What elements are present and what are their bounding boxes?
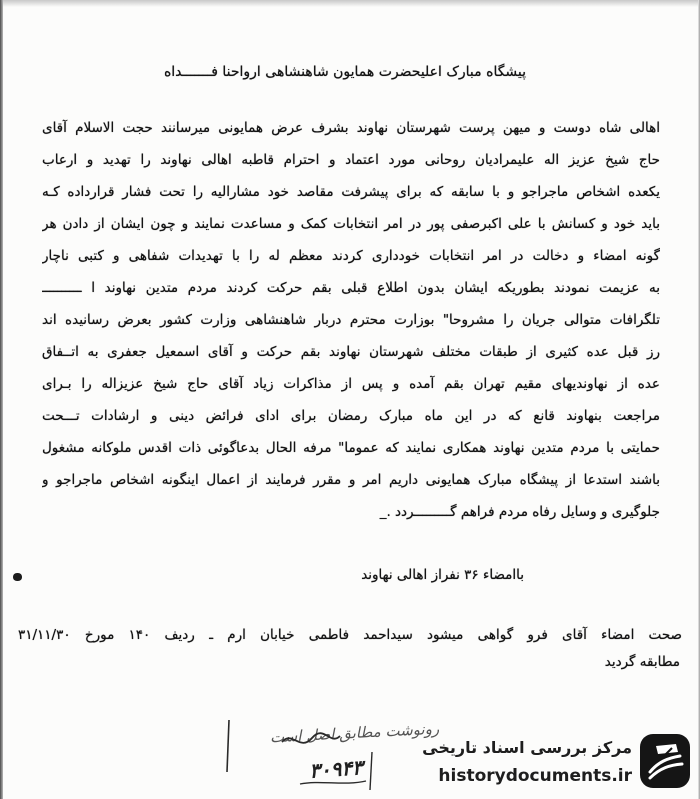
body-line: تلگرافات متوالی جریان را مشروحا" بوزارت محترم دربار شاهنشاهی وزارت کشور بعرض رسانیده اند bbox=[42, 312, 660, 328]
body-line: حمایتی با مردم متدین نهاوند همکاری نمایند که عموما" مرفه الحال بدعاگوئی ذات اقدس ملوکانه مشغول bbox=[42, 440, 660, 456]
signature-count-note: باامضاء ۳۶ نفراز اهالی نهاوند bbox=[361, 567, 524, 583]
body-line: به عزیمت نمودند بطوریکه ایشان بدون اطلاع قبلی بقم حرکت کردند مردم متدین نهاوند ا ــــــــــ bbox=[42, 280, 660, 296]
body-line: باشند استدعا از پیشگاه مبارک همایونی داریم امر و مقرر فرمایند از اعمال اینگونه اشخاص ماجراجو و bbox=[42, 472, 660, 488]
body-line: حاج شیخ عزیز اله علیمرادیان روحانی مورد اعتماد و احترام قاطبه اهالی نهاوند را تهدید و ارعاب bbox=[42, 152, 660, 168]
body-line-last: جلوگیری و وسایل رفاه مردم فراهم گـــــــــردد ._ bbox=[379, 504, 660, 520]
body-line: مراجعت بنهاوند قانع که در این ماه مبارک رمضان برای ادای فرائض دینی و ارشادات تـــحت bbox=[42, 408, 660, 424]
body-line: باید خود و کسانش با علی اکبرصفی پور در امر انتخابات کمک و مساعدت نمایند و چون ایشان از دادن هر bbox=[42, 216, 660, 232]
certification-verified-note: مطابقه گردید bbox=[604, 654, 680, 670]
copy-certification-stamp: رونوشت مطابق اصل است bbox=[269, 719, 440, 747]
body-line: اهالی شاه دوست و میهن پرست شهرستان نهاوند بشرف عرض همایونی میرسانند حجت الاسلام آقای bbox=[42, 120, 660, 136]
body-line: گونه امضاء و دخالت در امر انتخابات خودداری کردند معظم له را با تهدیدات شفاهی و کتبی ناچار bbox=[42, 248, 660, 264]
handwritten-reference-number: ۳۰۹۴۳ bbox=[308, 755, 364, 783]
document-title: پیشگاه مبارک اعلیحضرت همایون شاهنشاهی ارواحنا فـــــــداه bbox=[163, 64, 527, 80]
watermark-website: historydocuments.ir bbox=[438, 766, 632, 786]
body-line: رز قبل عده کثیری از طبقات مختلف شهرستان نهاوند بقم حرکت و آقای اسمعیل جعفری به اتــفاق bbox=[42, 344, 660, 360]
body-line: یکعده اشخاص ماجراجو و با سابقه که برای پیشرفت مقاصد خود مشارالیه را تحت فشار قرارداده کـه bbox=[42, 184, 660, 200]
body-line: عده از نهاوندیهای مقیم تهران بقم آمده و پس از مذاکرات زیاد آقای حاج شیخ عزیزاله را بـرای bbox=[42, 376, 660, 392]
signature-certification-line: صحت امضاء آقای فرو گواهی میشود سیداحمد فاطمی خیابان ارم ـ ردیف ۱۴۰ مورخ ۳۱/۱۱/۳۰ bbox=[18, 627, 682, 643]
archive-book-quill-icon bbox=[638, 732, 692, 790]
watermark-archive-name: مرکز بررسی اسناد تاریخی bbox=[422, 738, 632, 757]
